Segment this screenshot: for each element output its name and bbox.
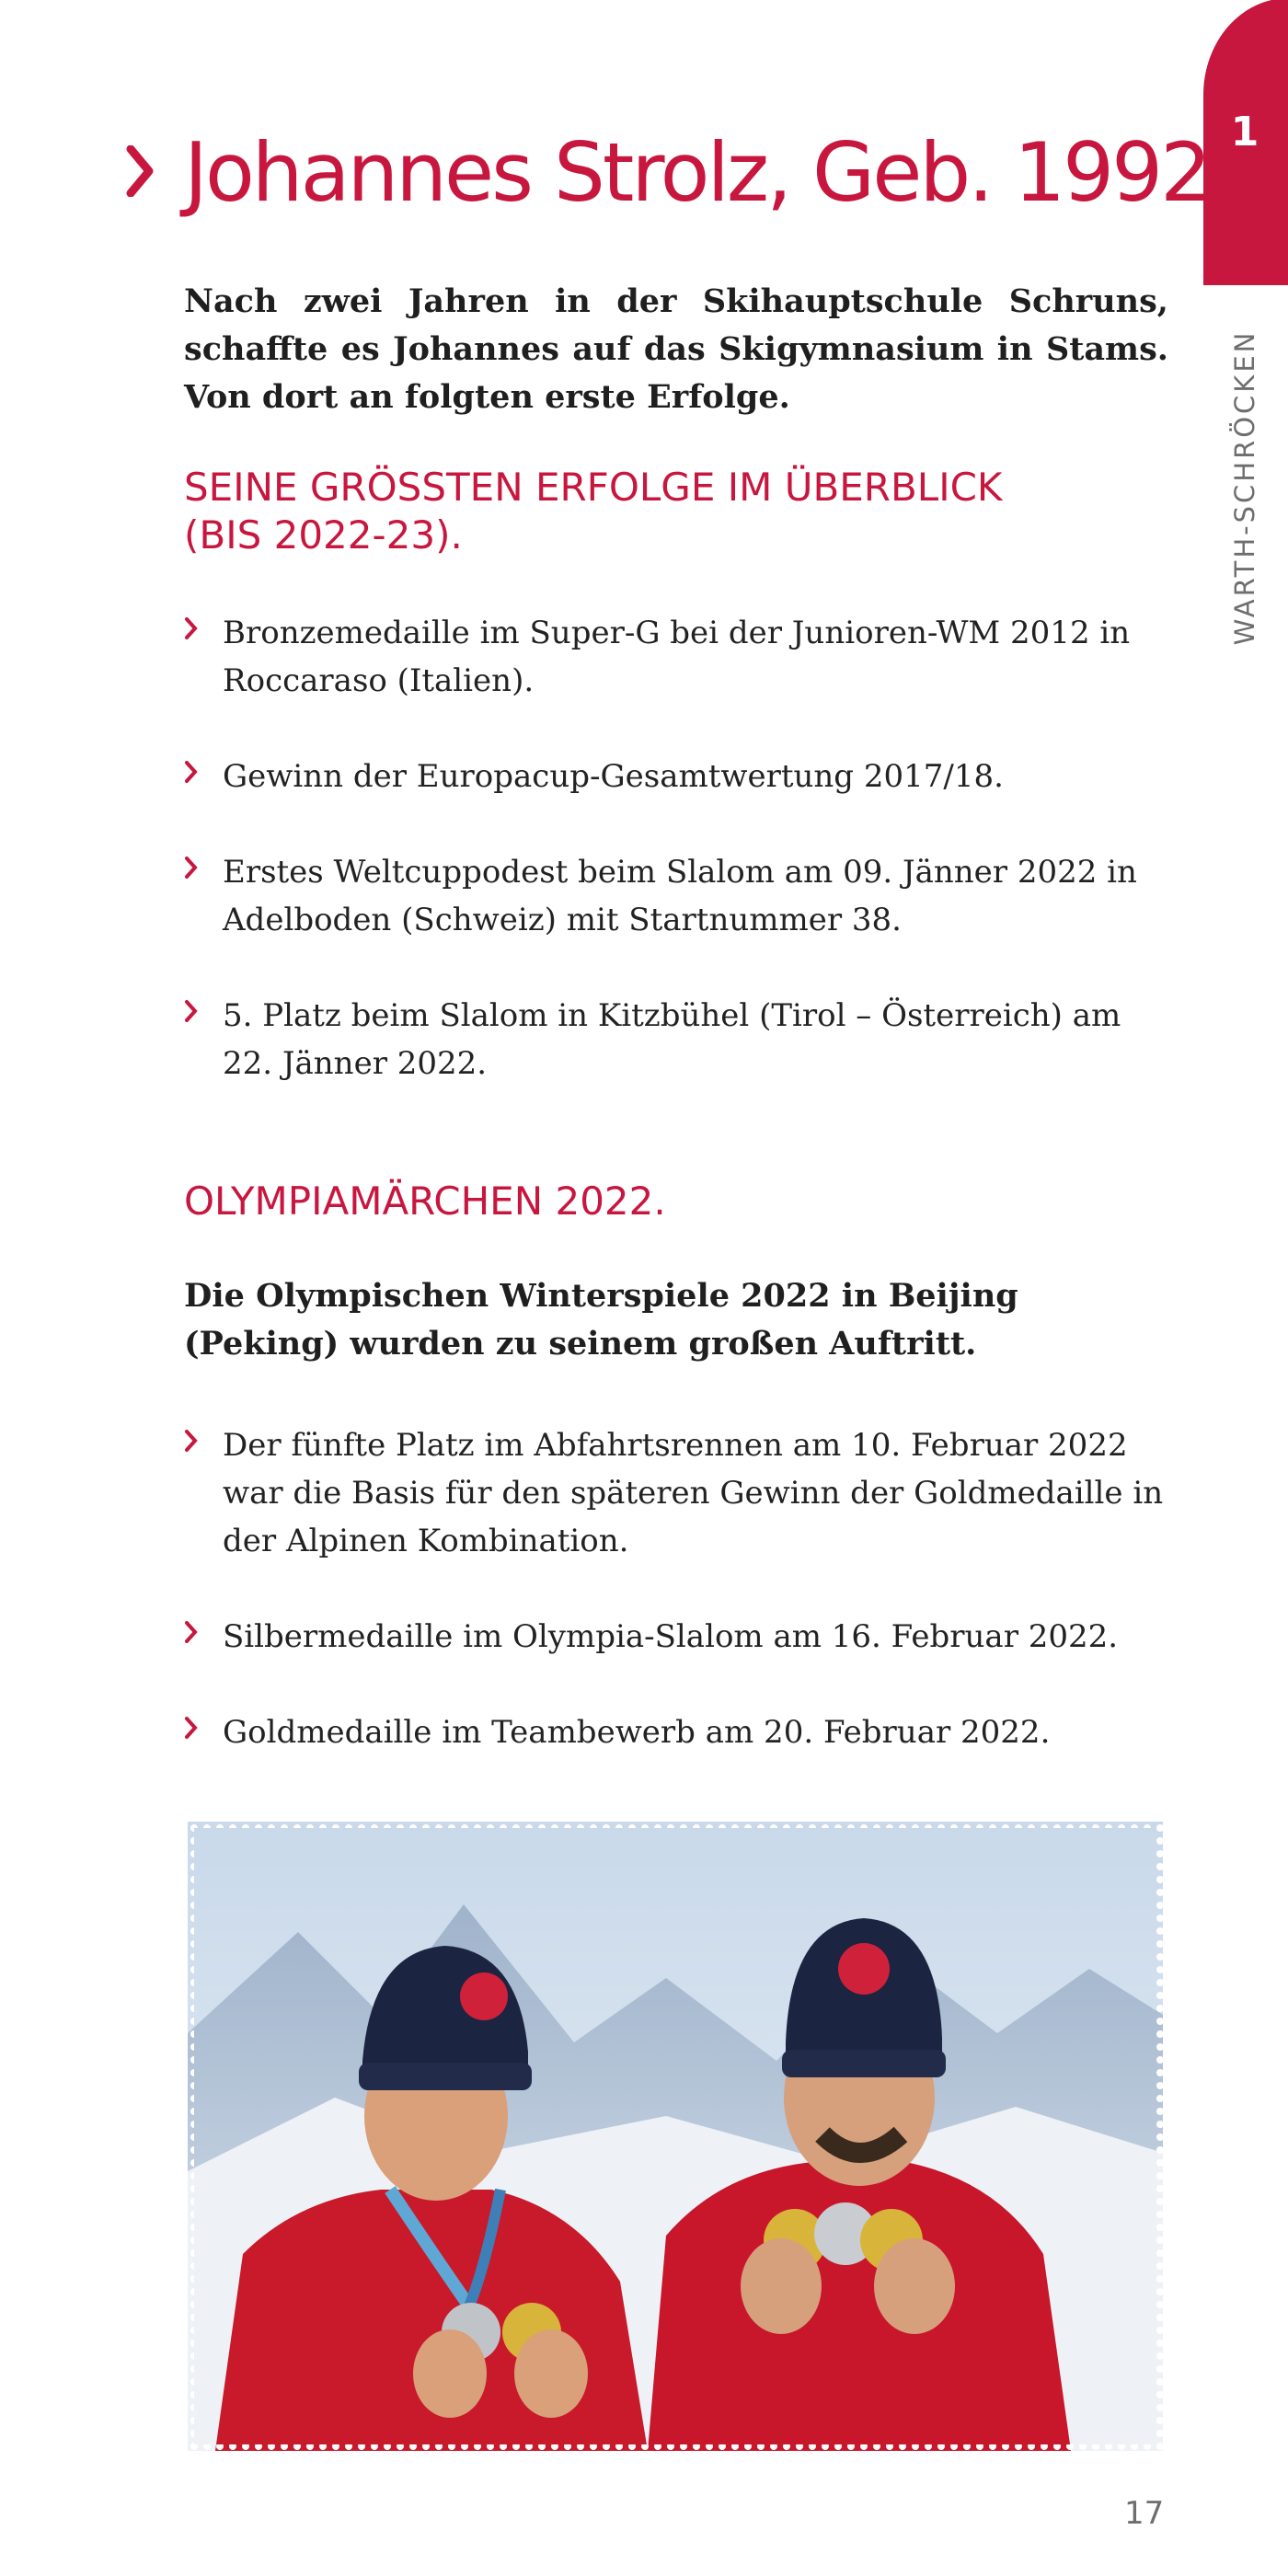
olympics-lead: Die Olympischen Winterspiele 2022 in Beijing (Peking) wurden zu seinem großen Auftritt. [184, 1277, 1018, 1363]
chevron-right-icon [184, 856, 199, 880]
successes-list [184, 609, 1178, 1087]
chevron-right-icon [184, 1620, 199, 1644]
list-item [184, 1421, 1178, 1565]
olympics-heading: OLYMPIAMÄRCHEN 2022. [184, 1179, 666, 1224]
side-label-text: WARTH-SCHRÖCKEN [1229, 329, 1260, 646]
medal-photo [188, 1822, 1163, 2451]
list-item-text: Erstes Weltcuppodest beim Slalom am 09. Jänner 2022 in Adelboden (Schweiz) mit Startnummer 38. [223, 854, 1137, 938]
list-item-text: Goldmedaille im Teambewerb am 20. Februar 2022. [223, 1714, 1051, 1751]
photo-illustration [188, 1822, 1163, 2451]
list-item [184, 992, 1178, 1087]
list-item-text: Silbermedaille im Olympia-Slalom am 16. Februar 2022. [223, 1618, 1119, 1655]
chevron-right-icon [184, 1716, 199, 1740]
olympics-list [184, 1421, 1178, 1756]
successes-heading: SEINE GRÖSSTEN ERFOLGE IM ÜBERBLICK (BIS 2022-23). [184, 465, 1003, 558]
side-label [1229, 324, 1260, 651]
chevron-right-icon [184, 760, 199, 784]
intro-text: Nach zwei Jahren in der Skihauptschule Schruns, schaffte es Johannes auf das Skigymnasium in Stams. Von dort an folgten erste Erfolge. [184, 282, 1168, 416]
chapter-number: 1 [1230, 109, 1259, 155]
list-item-text: Bronzemedaille im Super-G bei der Junioren-WM 2012 in Roccaraso (Italien). [223, 615, 1131, 699]
page-number: 17 [1124, 2495, 1165, 2532]
list-item-text: Der fünfte Platz im Abfahrtsrennen am 10. Februar 2022 war die Basis für den späteren Gewinn der Goldmedaille in der Alpinen Kombination. [223, 1427, 1164, 1559]
list-item-text: 5. Platz beim Slalom in Kitzbühel (Tirol – Österreich) am 22. Jänner 2022. [223, 997, 1121, 1082]
list-item [184, 1708, 1178, 1756]
list-item [184, 1613, 1178, 1661]
chevron-right-icon [184, 1429, 199, 1453]
list-item [184, 848, 1178, 944]
list-item [184, 609, 1178, 705]
page-title: Johannes Strolz, Geb. 1992. [184, 125, 1233, 220]
list-item [184, 753, 1178, 800]
chevron-right-icon [184, 616, 199, 640]
list-item-text: Gewinn der Europacup-Gesamtwertung 2017/18. [223, 758, 1004, 795]
chevron-right-icon [184, 999, 199, 1023]
title-chevron-icon [125, 145, 155, 197]
